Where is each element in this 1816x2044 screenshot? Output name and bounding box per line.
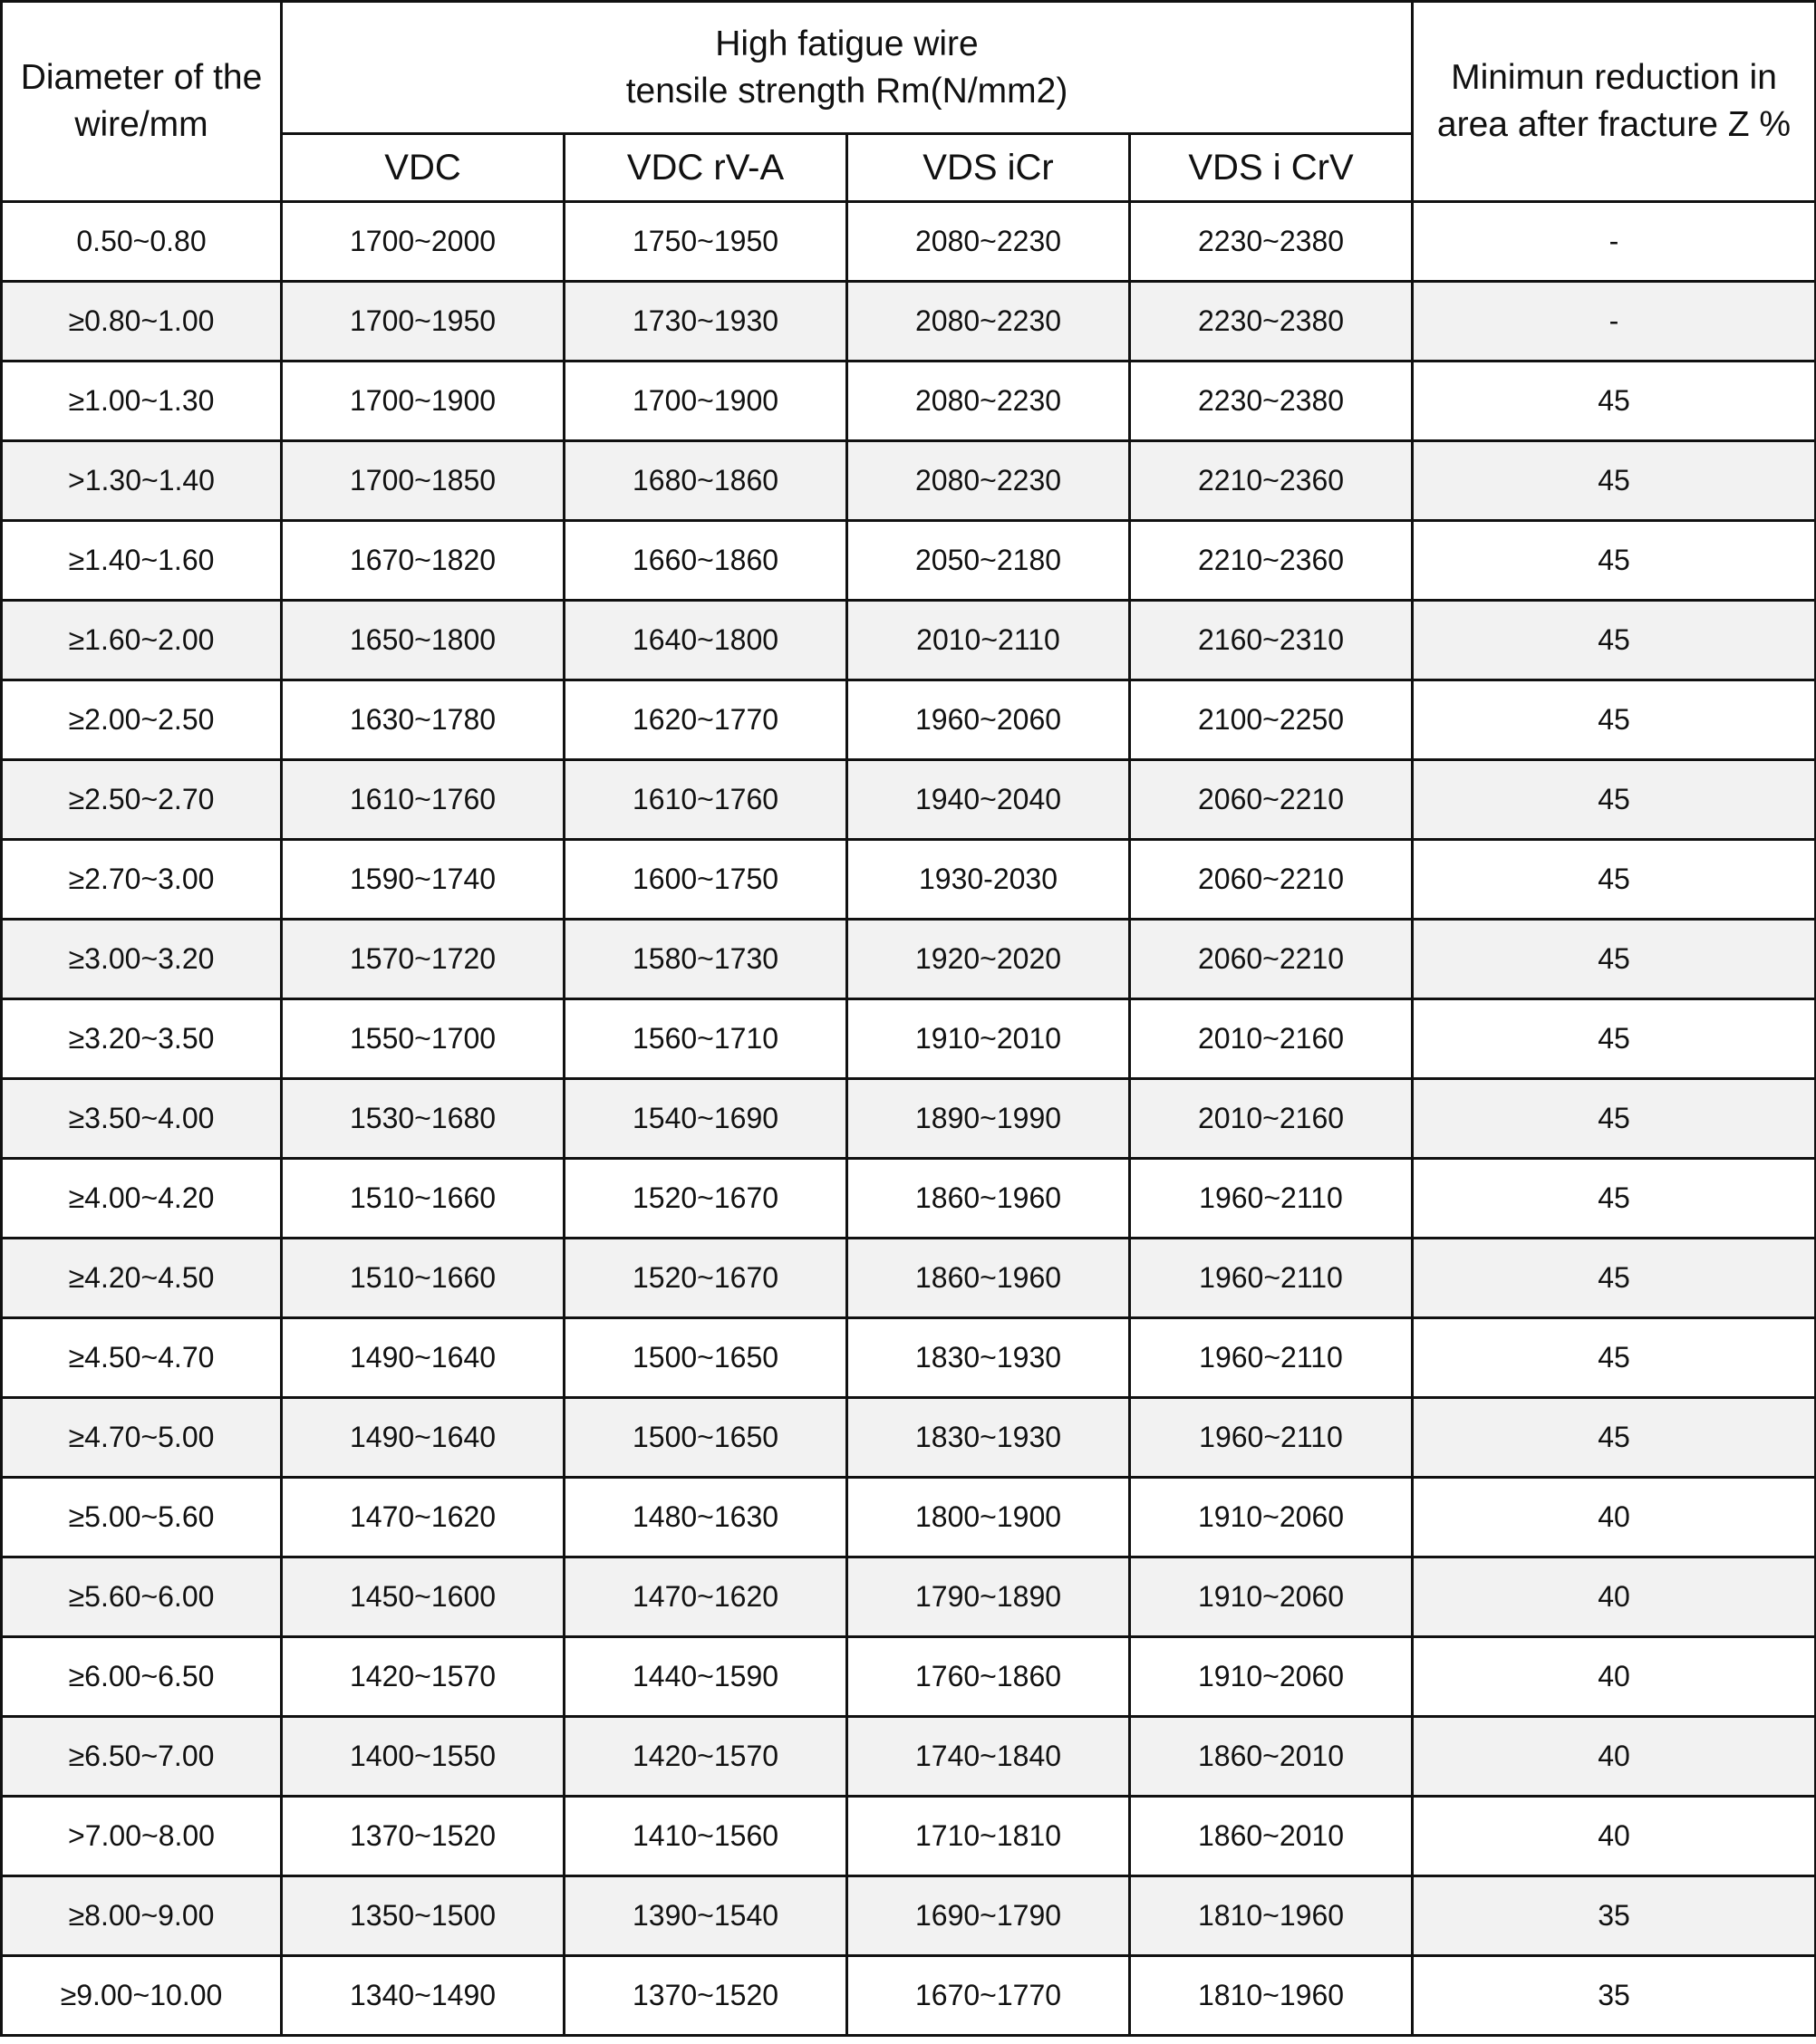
reduction-header-line1: Minimun reduction in xyxy=(1451,58,1777,97)
vds-icrv-cell: 2230~2380 xyxy=(1130,362,1413,441)
vds-icrv-cell: 1960~2110 xyxy=(1130,1239,1413,1318)
table-row xyxy=(2,1797,1816,1876)
vds-icrv-cell: 2230~2380 xyxy=(1130,202,1413,282)
reduction-cell: 45 xyxy=(1413,601,1816,680)
diameter-cell: ≥2.00~2.50 xyxy=(2,680,282,760)
diameter-cell: ≥0.80~1.00 xyxy=(2,282,282,362)
vdc-cell: 1490~1640 xyxy=(282,1318,565,1398)
reduction-cell: 40 xyxy=(1413,1637,1816,1717)
reduction-header xyxy=(1413,2,1816,202)
vds-icrv-cell: 2060~2210 xyxy=(1130,760,1413,840)
table-row xyxy=(2,1876,1816,1956)
table-row xyxy=(2,760,1816,840)
grade-header-vds-icrv: VDS i CrV xyxy=(1130,134,1413,202)
vdc-rv-a-cell: 1660~1860 xyxy=(565,521,847,601)
vdc-cell: 1700~1900 xyxy=(282,362,565,441)
vdc-cell: 1510~1660 xyxy=(282,1239,565,1318)
vds-icr-cell: 2080~2230 xyxy=(847,362,1130,441)
reduction-cell: 45 xyxy=(1413,1239,1816,1318)
vds-icrv-cell: 1960~2110 xyxy=(1130,1159,1413,1239)
vds-icrv-cell: 1810~1960 xyxy=(1130,1876,1413,1956)
vds-icr-cell: 1690~1790 xyxy=(847,1876,1130,1956)
table-body xyxy=(2,202,1816,2036)
diameter-cell: ≥2.50~2.70 xyxy=(2,760,282,840)
vds-icrv-cell: 1960~2110 xyxy=(1130,1318,1413,1398)
table-row xyxy=(2,1557,1816,1637)
vdc-rv-a-cell: 1540~1690 xyxy=(565,1079,847,1159)
diameter-cell: ≥4.50~4.70 xyxy=(2,1318,282,1398)
table-row xyxy=(2,601,1816,680)
table-row xyxy=(2,1478,1816,1557)
diameter-cell: ≥4.70~5.00 xyxy=(2,1398,282,1478)
vds-icrv-cell: 1810~1960 xyxy=(1130,1956,1413,2036)
vdc-cell: 1570~1720 xyxy=(282,920,565,999)
vds-icr-cell: 2080~2230 xyxy=(847,202,1130,282)
vdc-cell: 1490~1640 xyxy=(282,1398,565,1478)
vdc-cell: 1700~2000 xyxy=(282,202,565,282)
vdc-rv-a-cell: 1730~1930 xyxy=(565,282,847,362)
diameter-cell: 0.50~0.80 xyxy=(2,202,282,282)
table-row xyxy=(2,1637,1816,1717)
table-row xyxy=(2,1159,1816,1239)
reduction-cell: 45 xyxy=(1413,920,1816,999)
vdc-rv-a-cell: 1640~1800 xyxy=(565,601,847,680)
vds-icr-cell: 1860~1960 xyxy=(847,1239,1130,1318)
vds-icrv-cell: 1860~2010 xyxy=(1130,1717,1413,1797)
reduction-cell: 40 xyxy=(1413,1717,1816,1797)
reduction-cell: 45 xyxy=(1413,760,1816,840)
table-row xyxy=(2,282,1816,362)
vds-icrv-cell: 1860~2010 xyxy=(1130,1797,1413,1876)
table-row xyxy=(2,362,1816,441)
diameter-cell: ≥4.20~4.50 xyxy=(2,1239,282,1318)
vdc-cell: 1350~1500 xyxy=(282,1876,565,1956)
vds-icr-cell: 1830~1930 xyxy=(847,1318,1130,1398)
reduction-cell: 40 xyxy=(1413,1797,1816,1876)
diameter-cell: ≥5.00~5.60 xyxy=(2,1478,282,1557)
tensile-strength-group-header xyxy=(282,2,1413,134)
vdc-cell: 1340~1490 xyxy=(282,1956,565,2036)
reduction-cell: 45 xyxy=(1413,840,1816,920)
reduction-cell: 35 xyxy=(1413,1956,1816,2036)
diameter-cell: ≥1.40~1.60 xyxy=(2,521,282,601)
vdc-rv-a-cell: 1520~1670 xyxy=(565,1239,847,1318)
vds-icrv-cell: 1910~2060 xyxy=(1130,1637,1413,1717)
vds-icr-cell: 2080~2230 xyxy=(847,282,1130,362)
vds-icrv-cell: 1960~2110 xyxy=(1130,1398,1413,1478)
vdc-rv-a-cell: 1470~1620 xyxy=(565,1557,847,1637)
diameter-cell: ≥6.50~7.00 xyxy=(2,1717,282,1797)
diameter-header-line2: wire/mm xyxy=(74,105,208,144)
vds-icr-cell: 1920~2020 xyxy=(847,920,1130,999)
vds-icrv-cell: 1910~2060 xyxy=(1130,1557,1413,1637)
vdc-rv-a-cell: 1700~1900 xyxy=(565,362,847,441)
vdc-rv-a-cell: 1440~1590 xyxy=(565,1637,847,1717)
vdc-rv-a-cell: 1500~1650 xyxy=(565,1398,847,1478)
vdc-rv-a-cell: 1560~1710 xyxy=(565,999,847,1079)
table-row xyxy=(2,1398,1816,1478)
table-row xyxy=(2,1956,1816,2036)
vds-icr-cell: 1960~2060 xyxy=(847,680,1130,760)
reduction-cell: 45 xyxy=(1413,1079,1816,1159)
diameter-cell: ≥5.60~6.00 xyxy=(2,1557,282,1637)
vdc-cell: 1650~1800 xyxy=(282,601,565,680)
reduction-cell: 45 xyxy=(1413,1318,1816,1398)
vdc-cell: 1420~1570 xyxy=(282,1637,565,1717)
vds-icr-cell: 1740~1840 xyxy=(847,1717,1130,1797)
vds-icr-cell: 1940~2040 xyxy=(847,760,1130,840)
vds-icr-cell: 1930-2030 xyxy=(847,840,1130,920)
vds-icr-cell: 1860~1960 xyxy=(847,1159,1130,1239)
vdc-cell: 1670~1820 xyxy=(282,521,565,601)
vdc-cell: 1590~1740 xyxy=(282,840,565,920)
reduction-cell: 45 xyxy=(1413,1398,1816,1478)
vdc-cell: 1630~1780 xyxy=(282,680,565,760)
vdc-cell: 1550~1700 xyxy=(282,999,565,1079)
vdc-rv-a-cell: 1580~1730 xyxy=(565,920,847,999)
grade-header-vds-icr: VDS iCr xyxy=(847,134,1130,202)
diameter-cell: ≥9.00~10.00 xyxy=(2,1956,282,2036)
diameter-cell: ≥1.60~2.00 xyxy=(2,601,282,680)
diameter-cell: ≥3.20~3.50 xyxy=(2,999,282,1079)
diameter-cell: >1.30~1.40 xyxy=(2,441,282,521)
vds-icr-cell: 1710~1810 xyxy=(847,1797,1130,1876)
vds-icr-cell: 2080~2230 xyxy=(847,441,1130,521)
vdc-rv-a-cell: 1410~1560 xyxy=(565,1797,847,1876)
table-row xyxy=(2,680,1816,760)
diameter-header xyxy=(2,2,282,202)
table-row xyxy=(2,521,1816,601)
vds-icr-cell: 1670~1770 xyxy=(847,1956,1130,2036)
vds-icrv-cell: 2230~2380 xyxy=(1130,282,1413,362)
diameter-cell: >7.00~8.00 xyxy=(2,1797,282,1876)
vds-icrv-cell: 2210~2360 xyxy=(1130,441,1413,521)
table-row xyxy=(2,840,1816,920)
reduction-cell: - xyxy=(1413,202,1816,282)
table-row xyxy=(2,1079,1816,1159)
reduction-cell: 45 xyxy=(1413,999,1816,1079)
diameter-cell: ≥6.00~6.50 xyxy=(2,1637,282,1717)
vds-icr-cell: 2050~2180 xyxy=(847,521,1130,601)
diameter-cell: ≥1.00~1.30 xyxy=(2,362,282,441)
reduction-cell: 45 xyxy=(1413,680,1816,760)
vdc-cell: 1510~1660 xyxy=(282,1159,565,1239)
table-row xyxy=(2,1239,1816,1318)
vds-icrv-cell: 1910~2060 xyxy=(1130,1478,1413,1557)
tensile-header-line1: High fatigue wire xyxy=(715,24,979,63)
grade-header-vdc-rv-a: VDC rV-A xyxy=(565,134,847,202)
reduction-cell: 45 xyxy=(1413,441,1816,521)
vdc-rv-a-cell: 1390~1540 xyxy=(565,1876,847,1956)
diameter-cell: ≥3.00~3.20 xyxy=(2,920,282,999)
tensile-header-line2: tensile strength Rm(N/mm2) xyxy=(625,71,1068,111)
vds-icr-cell: 1830~1930 xyxy=(847,1398,1130,1478)
vds-icr-cell: 2010~2110 xyxy=(847,601,1130,680)
grade-header-vdc: VDC xyxy=(282,134,565,202)
vdc-rv-a-cell: 1620~1770 xyxy=(565,680,847,760)
reduction-cell: 45 xyxy=(1413,362,1816,441)
vdc-cell: 1700~1950 xyxy=(282,282,565,362)
diameter-cell: ≥4.00~4.20 xyxy=(2,1159,282,1239)
vdc-rv-a-cell: 1680~1860 xyxy=(565,441,847,521)
vds-icr-cell: 1760~1860 xyxy=(847,1637,1130,1717)
vds-icrv-cell: 2010~2160 xyxy=(1130,999,1413,1079)
vdc-rv-a-cell: 1370~1520 xyxy=(565,1956,847,2036)
diameter-cell: ≥8.00~9.00 xyxy=(2,1876,282,1956)
vds-icrv-cell: 2100~2250 xyxy=(1130,680,1413,760)
vds-icr-cell: 1800~1900 xyxy=(847,1478,1130,1557)
reduction-cell: 45 xyxy=(1413,521,1816,601)
vds-icr-cell: 1790~1890 xyxy=(847,1557,1130,1637)
vdc-cell: 1450~1600 xyxy=(282,1557,565,1637)
reduction-cell: 40 xyxy=(1413,1557,1816,1637)
vdc-cell: 1530~1680 xyxy=(282,1079,565,1159)
vds-icrv-cell: 2210~2360 xyxy=(1130,521,1413,601)
vdc-cell: 1400~1550 xyxy=(282,1717,565,1797)
table-row xyxy=(2,441,1816,521)
table-row xyxy=(2,1318,1816,1398)
vdc-rv-a-cell: 1750~1950 xyxy=(565,202,847,282)
table-row xyxy=(2,999,1816,1079)
diameter-cell: ≥2.70~3.00 xyxy=(2,840,282,920)
reduction-cell: 45 xyxy=(1413,1159,1816,1239)
diameter-cell: ≥3.50~4.00 xyxy=(2,1079,282,1159)
vdc-rv-a-cell: 1610~1760 xyxy=(565,760,847,840)
vdc-rv-a-cell: 1420~1570 xyxy=(565,1717,847,1797)
vds-icrv-cell: 2010~2160 xyxy=(1130,1079,1413,1159)
vds-icrv-cell: 2060~2210 xyxy=(1130,840,1413,920)
table-row xyxy=(2,202,1816,282)
vdc-cell: 1470~1620 xyxy=(282,1478,565,1557)
vdc-cell: 1700~1850 xyxy=(282,441,565,521)
vdc-cell: 1610~1760 xyxy=(282,760,565,840)
reduction-cell: 40 xyxy=(1413,1478,1816,1557)
reduction-cell: - xyxy=(1413,282,1816,362)
table-row xyxy=(2,920,1816,999)
vds-icrv-cell: 2160~2310 xyxy=(1130,601,1413,680)
reduction-header-line2: area after fracture Z % xyxy=(1436,105,1792,144)
vds-icrv-cell: 2060~2210 xyxy=(1130,920,1413,999)
vdc-cell: 1370~1520 xyxy=(282,1797,565,1876)
vdc-rv-a-cell: 1480~1630 xyxy=(565,1478,847,1557)
vdc-rv-a-cell: 1520~1670 xyxy=(565,1159,847,1239)
vds-icr-cell: 1910~2010 xyxy=(847,999,1130,1079)
vdc-rv-a-cell: 1500~1650 xyxy=(565,1318,847,1398)
reduction-cell: 35 xyxy=(1413,1876,1816,1956)
diameter-header-line1: Diameter of the xyxy=(20,58,263,97)
table-row xyxy=(2,1717,1816,1797)
vds-icr-cell: 1890~1990 xyxy=(847,1079,1130,1159)
vdc-rv-a-cell: 1600~1750 xyxy=(565,840,847,920)
